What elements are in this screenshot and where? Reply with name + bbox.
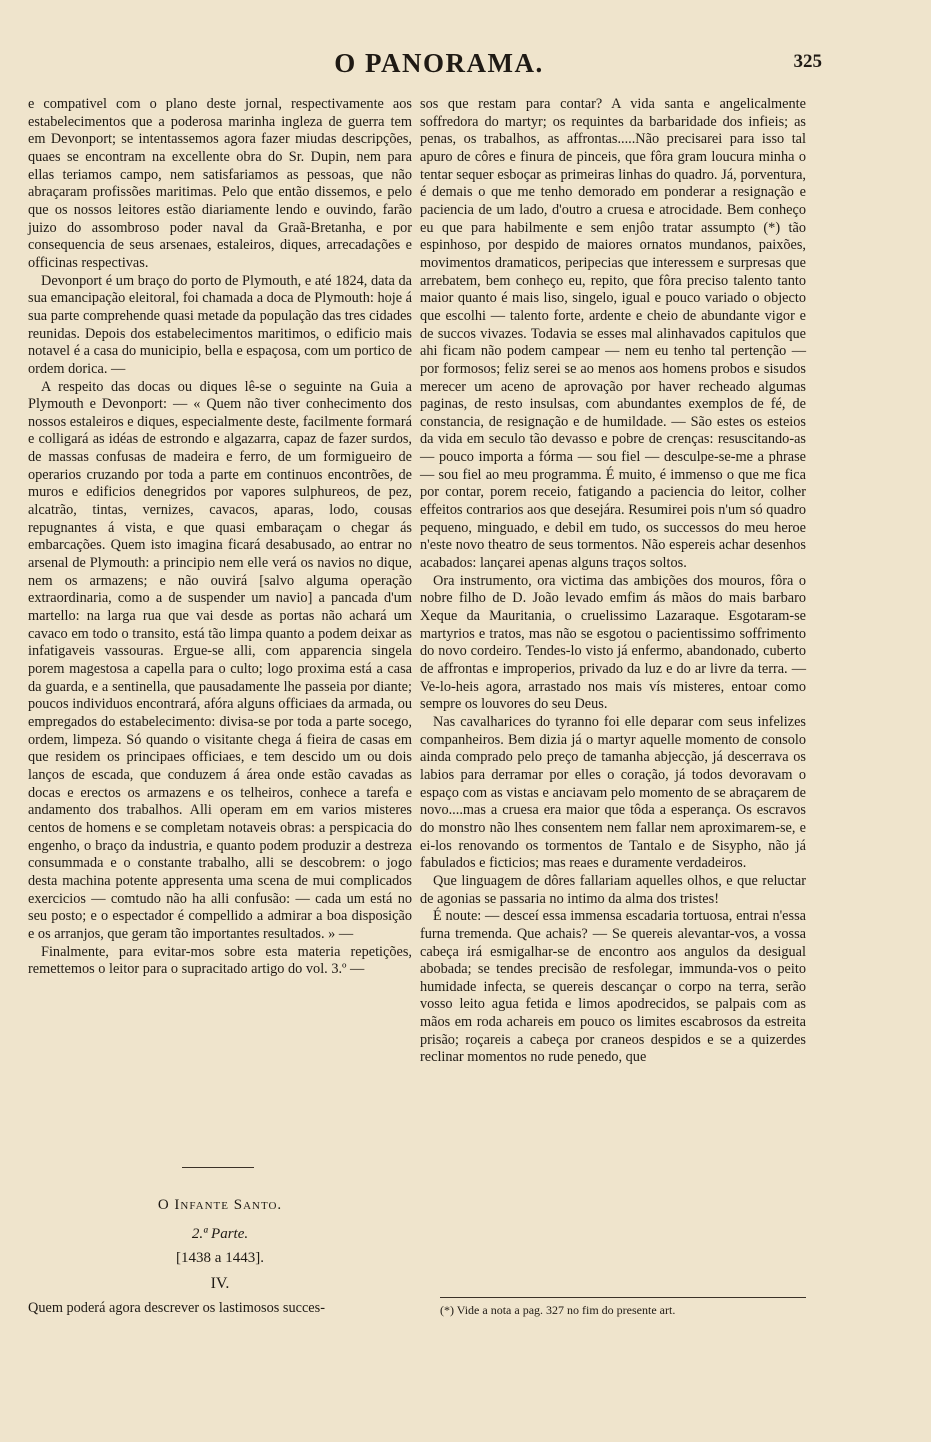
section-dates: [1438 a 1443]. (176, 1250, 264, 1266)
section-title: O Infante Santo. (157, 1197, 283, 1213)
chapter-number: IV. (210, 1275, 230, 1292)
section-divider (182, 1167, 254, 1168)
paragraph: Finalmente, para evitar-mos sobre esta materia repetições, remettemos o leitor para o supracitado artigo do vol. 3.º — (28, 943, 412, 978)
paragraph: Nas cavalharices do tyranno foi elle deparar com seus infelizes companheiros. Bem dizia já o martyr aquelle momento de consolo ainda comprado pelo preço de tamanha abjecção, já descerrava os labios para derramar por elles o coração, já todos devoravam o espaço com as vistas e anciavam pelo momento de se abraçarem de novo....mas a cruesa era maior que tôda a esperança. Os escravos do monstro não lhes consentem nem fallar nem aproximarem-se, e ei-los renovando os tormentos de Tantalo e de Sisypho, não já fabulados e ficticios; mas reaes e duramente verdadeiros. (420, 713, 806, 872)
footnote: (*) Vide a nota a pag. 327 no fim do presente art. (440, 1303, 676, 1317)
paragraph: sos que restam para contar? A vida santa e angelicalmente soffredora do martyr; os requintes da barbaridade dos infieis; as penas, os trabalhos, as affrontas.....Não precisarei para isso tal apuro de côres e finura de pinceis, que fôra gram loucura minha o tentar sequer esboçar as primeiras linhas do quadro. Já, porventura, é demais o que me tenho demorado em ponderar a resignação e paciencia de um lado, d'outro a cruesa e atrocidade. Bem conheço eu que para habilmente e sem enjôo tratar assumpto (*) tão espinhoso, por despido de maiores ornatos mundanos, paixões, movimentos dramaticos, peripecias que interessem e surpresas que arrebatem, bem conheço eu, repito, que fôra preciso talento tanto maior quanto é mais liso, singelo, igual e pouco variado o objecto que escolhi — talento forte, ardente e cheio de abundante vigor e de succos vivazes. Todavia se esses mal alinhavados capitulos que ahi ficam não podem campear — nem eu tenho tal pertenção — por formosos; feliz serei se ao menos aos homens probos e sisudos merecer um aceno de aprovação por haver recheado algumas paginas, de resto insulsas, com abundantes exemplos de fé, de constancia, de resignação e de humildade. — São estes os esteios da vida em seculo tão devasso e pobre de crenças: resuscitando-as — pouco importa a fórma — sou fiel — desculpe-se-me a phrase — sou fiel ao meu programma. É muito, é immenso o que me fica por contar, porem receio, fatigando a paciencia do leitor, colher effeitos contrarios aos que desejára. Resumirei pois n'um só quadro pequeno, minguado, e debil em tudo, os successos do meu heroe n'este novo theatro de seus tormentos. Não espereis achar desenhos acabados: lançarei apenas alguns traços soltos. (420, 96, 806, 572)
chapter-opening-line: Quem poderá agora descrever os lastimosos succes- (28, 1300, 325, 1316)
paragraph: e compativel com o plano deste jornal, respectivamente aos estabelecimentos que a poderosa marinha ingleza de guerra tem em Devonport; se intentassemos agora fazer miudas descripções, quaes se encontram na excellente obra do Sr. Dupin, nem para ellas teriamos campo, nem satisfariamos as pessoas, que não abraçaram profissões maritimas. Pelo que então dissemos, e pelo que os nossos leitores estão diariamente lendo e ouvindo, farão juizo do assombroso poder naval da Graã-Bretanha, e por consequencia de seus arsenaes, estaleiros, diques, arrecadações e officinas respectivas. (28, 96, 412, 271)
right-column (420, 96, 806, 1067)
paragraph: É noute: — desceí essa immensa escadaria tortuosa, entrai n'essa furna tremenda. Que achais? — Se quereis alevantar-vos, a vossa cabeça irá esmigalhar-se de encontro aos angulos da desigual abobada; se tendes precisão de resfolegar, immunda-vos o peito humidade infecta, se quereis descançar o corpo na terra, serão vosso leito agua fetida e limos apodrecidos, se palpais com as mãos em roda achareis em pouco os limites escabrosos da estreita prisão; roçareis a cabeça por craneos despidos e se a quizerdes reclinar momentos no rude penedo, que (420, 908, 806, 1066)
journal-title: O PANORAMA. (334, 48, 544, 78)
footnote-rule (440, 1297, 806, 1298)
paragraph: Devonport é um braço do porto de Plymouth, e até 1824, data da sua emancipação eleitoral, foi chamada a doca de Plymouth: hoje á sua parte comprehende quasi metade da população das tres cidades reunidas. Depois dos estabelecimentos maritimos, o edificio mais notavel é a casa do municipio, bella e espaçosa, com um portico de ordem dorica. — (28, 272, 412, 377)
left-column (28, 96, 412, 979)
paragraph: A respeito das docas ou diques lê-se o seguinte na Guia a Plymouth e Devonport: — « Quem não tiver conhecimento dos nossos estaleiros e diques, especialmente deste, facilmente formará e colligará as idéas de estrondo e algazarra, capaz de fazer surdos, de massas confusas de madeira e ferro, de um formigueiro de operarios cruzando por toda a parte em continuos encontrões, de muros e edificios denegridos por vapores sulphureos, de pez, alcatrão, tintas, vernizes, cavacos, aparas, lodo, cousas repugnantes á vista, e que quasi embaraçam o chegar ás embarcações. Quem isto imagina ficará desabusado, ao entrar no arsenal de Plymouth: a principio nem elle verá os navios no dique, nem os armazens; e não ouvirá [salvo alguma operação extraordinaria, como a de suspender um navio] a pancada d'um martello: na larga rua que vai desde as portas não achará um cavaco em todo o transito, está tão limpa quanto a podem deixar as infatigaveis vassouras. Ergue-se alli, com apparencia singela porem magestosa a capella para o culto; logo proxima está a casa da guarda, e a sentinella, que pausadamente lhe passeia por diante; poucos individuos encontrará, afóra alguns officiaes da armada, ou empregados do estabelecimento: divisa-se por toda a parte socego, ordem, limpeza. Só quando o visitante chega á fieira de casas em que residem os principaes officiaes, e tem descido um ou dois lanços de escada, que conduzem á área onde estão cavadas as docas e erectos os armazens e os telheiros, conhece a tarefa e andamento dos trabalhos. Alli operam em em varios misteres centos de homens e se completam notaveis obras: a perspicacia do engenho, o braço da industria, e quanto podem produzir a destreza consummada e o constante trabalho, alli se descobrem: o jogo desta machina potente appresenta uma scena de mui complicados exercicios — comtudo não ha alli confusão: — cada um está no seu posto; e o espectador é compellido a admirar a boa disposição e os arranjos, que geram tão importantes resultados. » — (28, 378, 412, 942)
paragraph: Que linguagem de dôres fallariam aquelles olhos, e que reluctar de agonias se passaria no intimo da alma dos tristes! (420, 872, 806, 907)
section-part: 2.ª Parte. (191, 1226, 249, 1242)
running-head (28, 48, 822, 80)
paragraph: Ora instrumento, ora victima das ambições dos mouros, fôra o nobre filho de D. João levado emfim ás mãos do mais barbaro Xeque da Mauritania, o cruelissimo Lazaraque. Esgotaram-se martyrios e tratos, mas não se esgotou o pacientissimo soffrimento do novo cordeiro. Tendes-lo visto já enfermo, abandonado, cuberto de affrontas e improperios, privado da luz e do ar livre da terra. — Ve-lo-heis agora, arrastado nos mais vís misteres, entoar como sempre os louvores do seu Deus. (420, 572, 806, 713)
page-number: 325 (793, 51, 822, 72)
